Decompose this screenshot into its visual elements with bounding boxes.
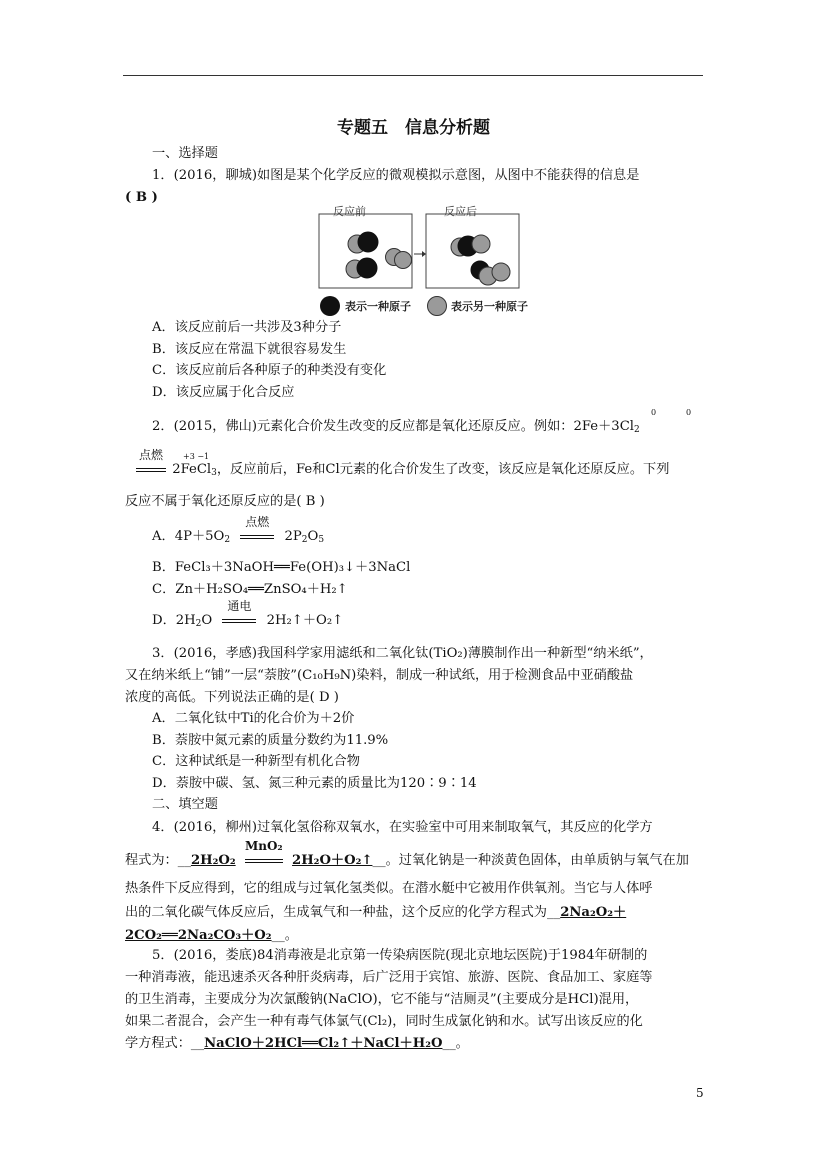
q1-option-c: C．该反应前后各种原子的种类没有变化 <box>152 363 387 378</box>
before-label: 反应前 <box>333 205 366 218</box>
q1-stem: 1．(2016，聊城)如图是某个化学反应的微观模拟示意图，从图中不能获得的信息是 <box>152 168 640 183</box>
q2-stem-line3: 反应不属于氧化还原反应的是( B ) <box>125 494 325 509</box>
q2-option-c: C．Zn＋H₂SO₄══ZnSO₄＋H₂↑ <box>152 582 348 597</box>
legend-black-atom-icon <box>320 296 340 316</box>
q4-stem-line3: 热条件下反应得到，它的组成与过氧化氢类似。在潜水艇中它被用作供氧剂。当它与人体呼 <box>125 881 653 896</box>
legend-black-label: 表示一种原子 <box>345 300 411 313</box>
q3-stem-line2: 又在纳米纸上“铺”一层“萘胺”(C₁₀H₉N)染料，制成一种试纸，用于检测食品中亚硝酸盐 <box>125 668 634 683</box>
page-title: 专题五 信息分析题 <box>337 118 490 138</box>
section-heading-choice: 一、选择题 <box>152 146 218 161</box>
page-number: 5 <box>696 1086 704 1100</box>
q2-ox-fe: 0 <box>651 408 657 417</box>
q5-stem-line1: 5．(2016，娄底)84消毒液是北京第一传染病医院(现北京地坛医院)于1984年研制的 <box>152 948 648 963</box>
q5-stem-line4: 如果二者混合，会产生一种有毒气体氯气(Cl₂)，同时生成氯化钠和水。试写出该反应的化 <box>125 1014 643 1029</box>
q1-reaction-diagram <box>318 204 548 320</box>
q2-option-d: D．$2H_2O$ 通电 2H₂↑＋O₂↑ <box>152 599 344 629</box>
section-heading-fill: 二、填空题 <box>152 797 218 812</box>
q4-stem-line5: 2CO₂══2Na₂CO₃＋O₂__。 <box>125 928 298 943</box>
q5-stem-line5: 学方程式：__NaClO＋2HCl══Cl₂↑＋NaCl＋H₂O__。 <box>125 1036 469 1051</box>
q2-stem-line1: 2．(2015，佛山)元素化合价发生改变的反应都是氧化还原反应。例如：$2Fe+3Cl_2$ <box>152 419 640 435</box>
q3-option-b: B．萘胺中氮元素的质量分数约为11.9% <box>152 733 389 748</box>
q3-option-d: D．萘胺中碳、氢、氮三种元素的质量比为120∶9∶14 <box>152 776 477 791</box>
q4-stem-line4: 出的二氧化碳气体反应后，生成氧气和一种盐，这个反应的化学方程式为__2Na₂O₂＋ <box>125 905 627 920</box>
after-label: 反应后 <box>444 205 477 218</box>
q1-answer: ( B ) <box>125 190 158 205</box>
q4-stem-line1: 4．(2016，柳州)过氧化氢俗称双氧水，在实验室中可用来制取氧气，其反应的化学方 <box>152 820 653 835</box>
q1-option-b: B．该反应在常温下就很容易发生 <box>152 342 347 357</box>
q2-option-b: B．FeCl₃＋3NaOH══Fe(OH)₃↓＋3NaCl <box>152 560 411 575</box>
q2-stem-line2: 点燃 2FeCl$_3$，反应前后，Fe和Cl元素的化合价发生了改变，该反应是氧化还原反应。下列 <box>134 462 669 478</box>
q2-ox-cl: 0 <box>686 408 692 417</box>
q4-stem-line2: 程式为：__2H₂O₂ MnO₂ 2H₂O＋O₂↑__。过氧化钠是一种淡黄色固体，由单质钠与氧气在加 <box>125 839 689 868</box>
q5-stem-line3: 的卫生消毒，主要成分为次氯酸钠(NaClO)，它不能与“洁厕灵”(主要成分是HCl)混用， <box>125 992 639 1007</box>
header-rule <box>123 75 703 76</box>
legend-gray-atom-icon <box>428 297 447 316</box>
q2-option-a: A．$4P+5O_2$ 点燃 $2P_2O_5$ <box>152 515 325 545</box>
q5-stem-line2: 一种消毒液，能迅速杀灭各种肝炎病毒，后广泛用于宾馆、旅游、医院、食品加工、家庭等 <box>125 970 653 985</box>
arrow-head <box>422 251 426 257</box>
q3-option-c: C．这种试纸是一种新型有机化合物 <box>152 754 360 769</box>
q2-ox-fecl3: +3 −1 <box>183 452 210 461</box>
legend-gray-label: 表示另一种原子 <box>451 300 528 313</box>
q1-option-d: D．该反应属于化合反应 <box>152 385 295 400</box>
q3-option-a: A．二氧化钛中Ti的化合价为＋2价 <box>152 711 355 726</box>
q3-stem-line3: 浓度的高低。下列说法正确的是( D ) <box>125 690 339 705</box>
q1-option-a: A．该反应前后一共涉及3种分子 <box>152 320 342 335</box>
q3-stem-line1: 3．(2016，孝感)我国科学家用滤纸和二氧化钛(TiO₂)薄膜制作出一种新型“纳米纸”， <box>152 646 653 661</box>
